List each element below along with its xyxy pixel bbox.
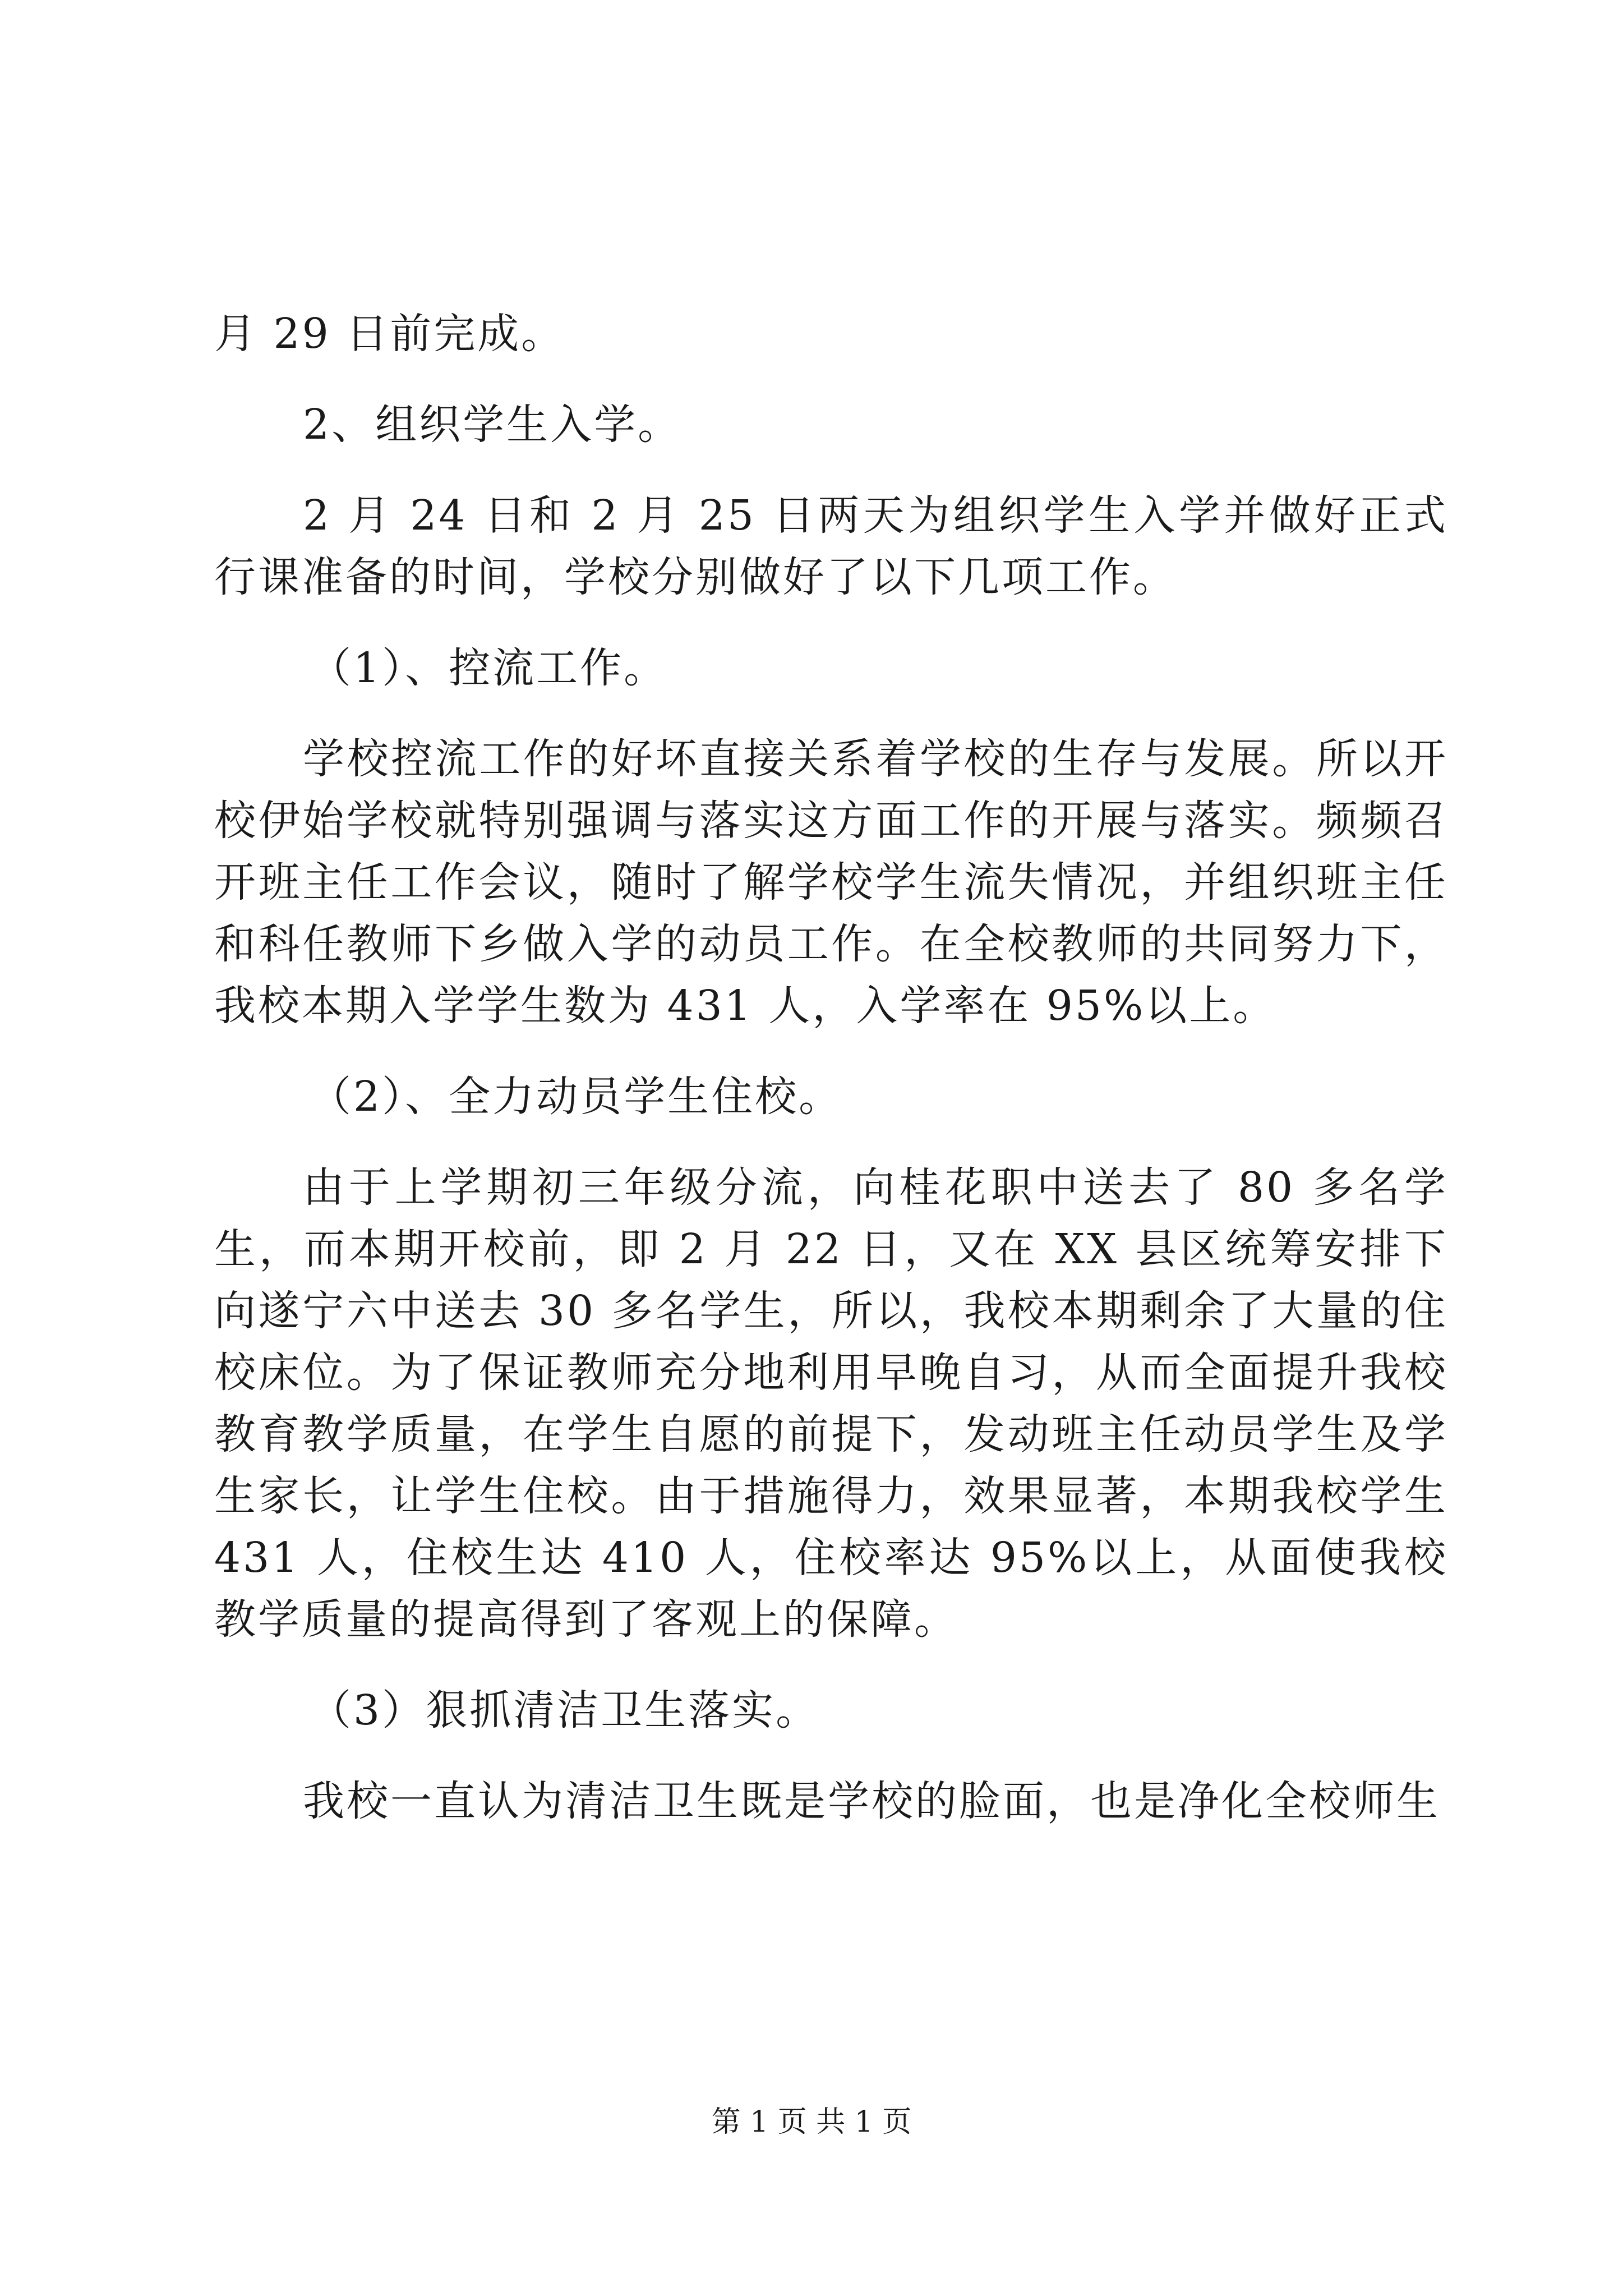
page-footer: 第 1 页 共 1 页: [711, 2105, 912, 2139]
document-body: [214, 303, 1448, 1861]
subheading-boarding: （2）、全力动员学生住校。: [310, 1073, 843, 1121]
paragraph-continuation: 月 29 日前完成。: [214, 310, 565, 358]
paragraph-enrollment-intro: 2 月 24 日和 2 月 25 日两天为组织学生入学并做好正式行课准备的时间，学校分别做好了以下几项工作。: [214, 491, 1448, 601]
paragraph-hygiene: 我校一直认为清洁卫生既是学校的脸面，也是净化全校师生: [303, 1777, 1440, 1825]
paragraph-boarding: 由于上学期初三年级分流，向桂花职中送去了 80 多名学生，而本期开校前，即 2 月 22 日，又在 XX 县区统筹安排下向遂宁六中送去 30 多名学生，所以，我校本期剩余了大量的住校床位。为了保证教师充分地利用早晚自习，从而全面提升我校教育教学质量，在学生自愿的前提下，发动班主任动员学生及学生家长，让学生住校。由于措施得力，效果显著，本期我校学生 431 人，住校生达 410 人，住校率达 95%以上，从面使我校教学质量的提高得到了客观上的保障。: [214, 1163, 1448, 1644]
section-heading-enrollment: 2、组织学生入学。: [303, 401, 682, 449]
subheading-hygiene: （3）狠抓清洁卫生落实。: [310, 1686, 820, 1734]
subheading-flow-control: （1）、控流工作。: [310, 644, 668, 692]
paragraph-flow-control: 学校控流工作的好坏直接关系着学校的生存与发展。所以开校伊始学校就特别强调与落实这方面工作的开展与落实。频频召开班主任工作会议，随时了解学校学生流失情况，并组织班主任和科任教师下乡做入学的动员工作。在全校教师的共同努力下，我校本期入学学生数为 431 人，入学率在 95%以上。: [214, 735, 1448, 1030]
